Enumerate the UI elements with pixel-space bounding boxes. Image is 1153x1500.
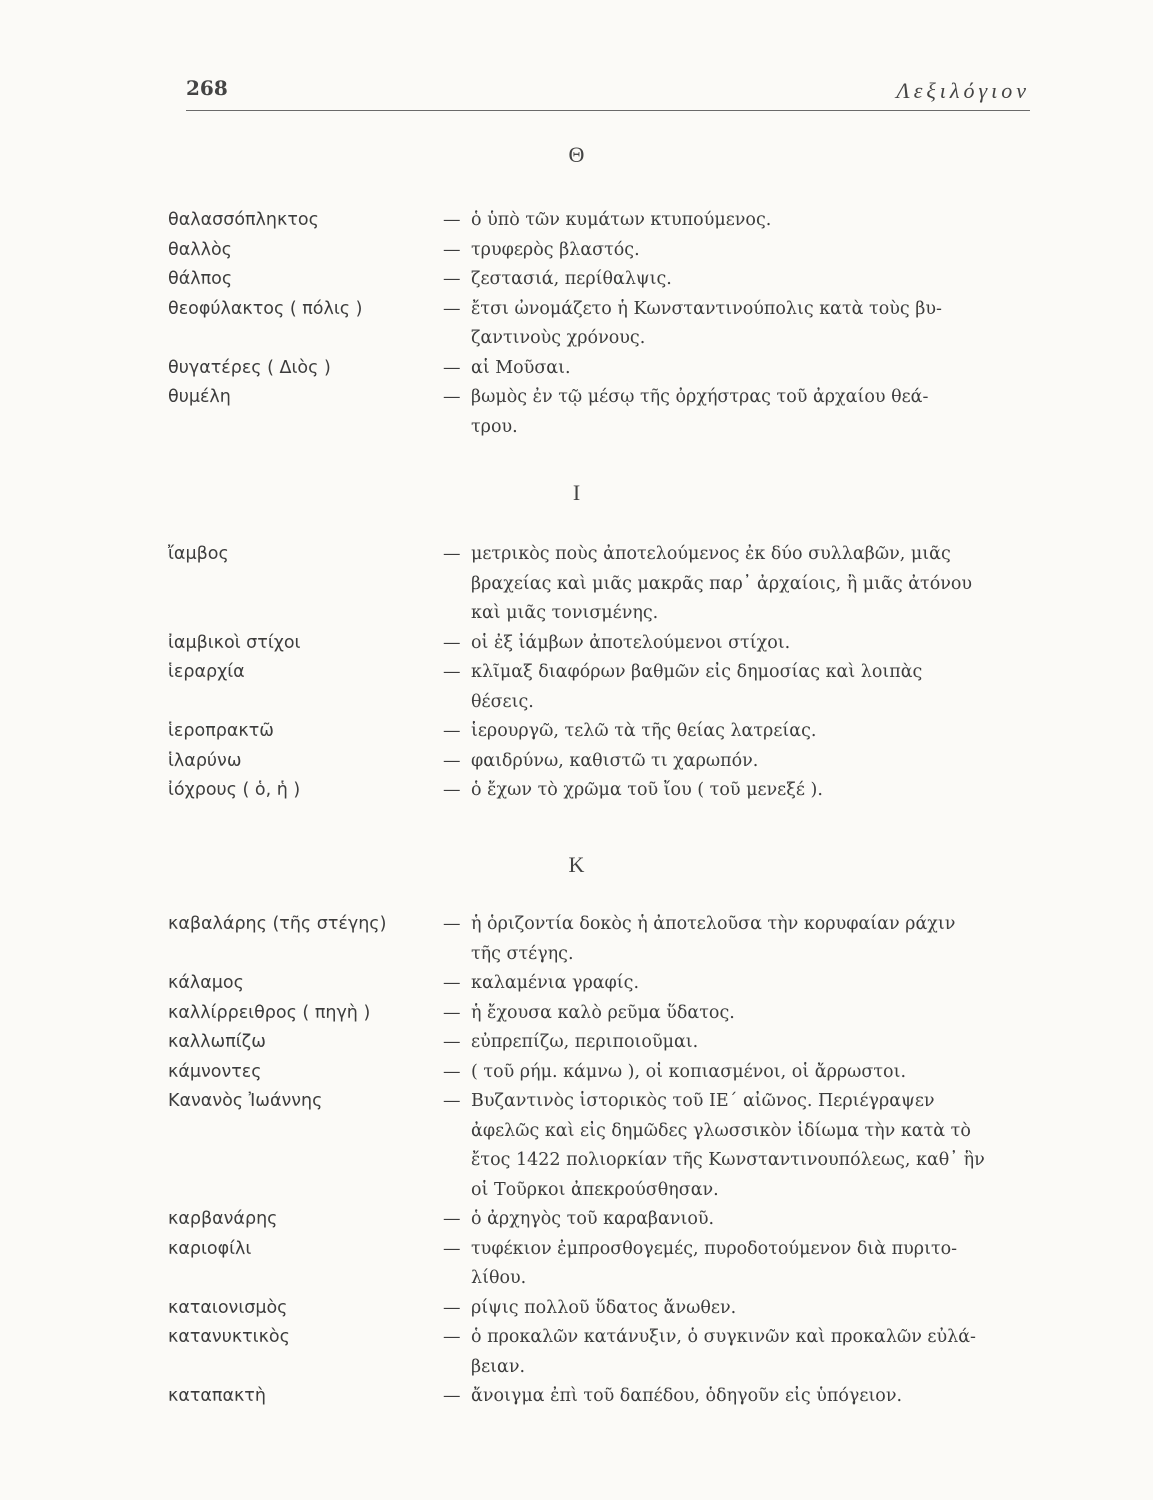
definition-dash: — [443,544,461,564]
glossary-entry [168,658,1038,717]
glossary-entry [168,1323,1038,1382]
glossary-entry [168,1205,1038,1235]
definition-line: οἱ ἐξ ἰάμβων ἀποτελούμενοι στίχοι. [471,632,791,653]
definition-dash: — [443,662,461,682]
entry-definition [443,1323,1038,1382]
entry-definition [443,999,1038,1029]
glossary-entry [168,236,1038,266]
glossary-section-kappa [168,910,1038,1412]
definition-dash: — [443,239,461,260]
entry-definition [443,540,1038,629]
entry-definition [443,747,1038,777]
glossary-entry [168,295,1038,354]
glossary-section-iota [168,540,1038,806]
entry-term: ἱλαρύνω [168,750,242,771]
glossary-entry [168,776,1038,806]
entry-term: θαλλὸς [168,239,232,260]
glossary-entry [168,1235,1038,1294]
definition-line: βειαν. [471,1356,526,1377]
entry-term: ἴαμβος [168,544,229,564]
definition-line: ἀφελῶς καὶ εἰς δημῶδες γλωσσικὸν ἰδίωμα τὴν κατὰ τὸ [471,1120,971,1141]
definition-line: καλαμένια γραφίς. [471,973,640,993]
glossary-section-theta [168,206,1038,442]
section-letter-kappa: Κ [568,852,585,877]
glossary-entry [168,1294,1038,1324]
entry-definition [443,1058,1038,1088]
definition-line: ἱερουργῶ, τελῶ τὰ τῆς θείας λατρείας. [471,721,817,741]
definition-line: μετρικὸς ποὺς ἀποτελούμενος ἐκ δύο συλλαβῶν, μιᾶς [471,544,951,564]
definition-line: βραχείας καὶ μιᾶς μακρᾶς παρ᾽ ἀρχαίοις, ἢ μιᾶς ἀτόνου [471,573,973,594]
glossary-entry [168,1028,1038,1058]
entry-definition [443,295,1038,354]
entry-term: καταπακτὴ [168,1386,266,1406]
entry-term: θάλπος [168,269,233,289]
definition-line: ὁ προκαλῶν κατάνυξιν, ὁ συγκινῶν καὶ προκαλῶν εὐλά- [471,1327,976,1347]
definition-line: ὁ ὑπὸ τῶν κυμάτων κτυπούμενος. [471,210,772,230]
glossary-entry [168,383,1038,442]
entry-definition [443,717,1038,747]
definition-line: Βυζαντινὸς ἱστορικὸς τοῦ ΙΕ´ αἰῶνος. Περιέγραψεν [471,1091,935,1111]
glossary-entry [168,1087,1038,1205]
definition-dash: — [443,721,461,741]
glossary-entry [168,910,1038,969]
definition-dash: — [443,750,461,771]
definition-dash: — [443,632,461,653]
definition-line: ἔτσι ὠνομάζετο ἡ Κωνσταντινούπολις κατὰ τοὺς βυ- [471,298,942,319]
definition-dash: — [443,387,461,407]
running-title: Λεξιλόγιον [896,78,1030,103]
definition-line: τρου. [471,416,518,437]
definition-dash: — [443,357,461,378]
glossary-entry [168,354,1038,384]
definition-line: ζεστασιά, περίθαλψις. [471,269,672,289]
glossary-entry [168,1382,1038,1412]
glossary-entry [168,206,1038,236]
definition-line: κλῖμαξ διαφόρων βαθμῶν εἰς δημοσίας καὶ λοιπὰς [471,662,923,682]
definition-line: λίθου. [471,1268,527,1288]
entry-definition [443,658,1038,717]
glossary-entry [168,969,1038,999]
definition-line: ( τοῦ ρήμ. κάμνω ), οἱ κοπιασμένοι, οἱ ἄρρωστοι. [471,1061,907,1082]
definition-dash: — [443,1209,461,1229]
definition-dash: — [443,1091,461,1111]
entry-definition [443,236,1038,266]
entry-definition [443,1294,1038,1324]
entry-definition [443,265,1038,295]
entry-term: κατανυκτικὸς [168,1327,290,1347]
glossary-entry [168,747,1038,777]
section-letter-iota: Ι [572,480,581,505]
glossary-entry [168,540,1038,629]
definition-line: αἱ Μοῦσαι. [471,357,571,378]
definition-dash: — [443,914,461,934]
entry-definition [443,1205,1038,1235]
definition-line: καὶ μιᾶς τονισμένης. [471,603,659,623]
entry-term: θυμέλη [168,387,231,407]
definition-dash: — [443,1061,461,1082]
definition-line: τρυφερὸς βλαστός. [471,239,640,260]
definition-dash: — [443,1386,461,1406]
definition-line: ἡ ὁριζοντία δοκὸς ἡ ἀποτελοῦσα τὴν κορυφαίαν ράχιν [471,914,956,934]
entry-definition [443,910,1038,969]
entry-definition [443,776,1038,806]
entry-term: καριοφίλι [168,1238,252,1259]
page-header [186,70,1030,111]
entry-term: καλλωπίζω [168,1032,266,1052]
entry-term: ἰαμβικοὶ στίχοι [168,632,301,653]
definition-dash: — [443,1297,461,1318]
page-number: 268 [186,76,228,100]
entry-definition [443,629,1038,659]
entry-term: καβαλάρης (τῆς στέγης) [168,914,387,934]
definition-line: ἡ ἔχουσα καλὸ ρεῦμα ὕδατος. [471,1002,735,1023]
entry-term: κάμνοντες [168,1061,262,1082]
entry-term: θεοφύλακτος ( πόλις ) [168,298,363,319]
glossary-entry [168,717,1038,747]
definition-dash: — [443,973,461,993]
definition-line: ἄνοιγμα ἐπὶ τοῦ δαπέδου, ὁδηγοῦν εἰς ὑπόγειον. [471,1386,903,1406]
entry-term: ἰόχρους ( ὁ, ἡ ) [168,780,301,800]
glossary-entry [168,629,1038,659]
entry-definition [443,1028,1038,1058]
definition-dash: — [443,1327,461,1347]
entry-definition [443,969,1038,999]
definition-line: βωμὸς ἐν τῷ μέσῳ τῆς ὀρχήστρας τοῦ ἀρχαίου θεά- [471,387,929,407]
entry-definition [443,1235,1038,1294]
definition-line: ὁ ἔχων τὸ χρῶμα τοῦ ἴου ( τοῦ μενεξέ ). [471,780,823,800]
glossary-entry [168,999,1038,1029]
entry-definition [443,1382,1038,1412]
entry-definition [443,206,1038,236]
entry-term: καρβανάρης [168,1209,278,1229]
section-letter-theta: Θ [568,142,585,167]
definition-line: τυφέκιον ἐμπροσθογεμές, πυροδοτούμενον διὰ πυριτο- [471,1238,958,1259]
definition-line: ὁ ἀρχηγὸς τοῦ καραβανιοῦ. [471,1209,715,1229]
entry-term: θυγατέρες ( Διὸς ) [168,357,331,378]
definition-line: ζαντινοὺς χρόνους. [471,328,646,348]
definition-dash: — [443,210,461,230]
entry-definition [443,354,1038,384]
entry-term: θαλασσόπληκτος [168,210,319,230]
definition-line: ρίψις πολλοῦ ὕδατος ἄνωθεν. [471,1297,737,1318]
glossary-entry [168,265,1038,295]
definition-line: ἔτος 1422 πολιορκίαν τῆς Κωνσταντινουπόλεως, καθ᾽ ἣν [471,1150,985,1170]
entry-definition [443,383,1038,442]
entry-term: ἱεραρχία [168,662,245,682]
definition-dash: — [443,298,461,319]
definition-line: εὐπρεπίζω, περιποιοῦμαι. [471,1032,699,1052]
entry-definition [443,1087,1038,1205]
entry-term: Κανανὸς Ἰωάννης [168,1091,323,1111]
definition-dash: — [443,1032,461,1052]
definition-dash: — [443,780,461,800]
entry-term: καλλίρρειθρος ( πηγὴ ) [168,1002,371,1023]
entry-term: ἱεροπρακτῶ [168,721,274,741]
definition-line: τῆς στέγης. [471,943,574,964]
definition-line: θέσεις. [471,691,534,712]
definition-dash: — [443,1238,461,1259]
entry-term: κάλαμος [168,973,244,993]
glossary-entry [168,1058,1038,1088]
definition-dash: — [443,1002,461,1023]
definition-line: φαιδρύνω, καθιστῶ τι χαρωπόν. [471,750,759,771]
entry-term: καταιονισμὸς [168,1297,288,1318]
definition-line: οἱ Τοῦρκοι ἀπεκρούσθησαν. [471,1179,719,1200]
definition-dash: — [443,269,461,289]
